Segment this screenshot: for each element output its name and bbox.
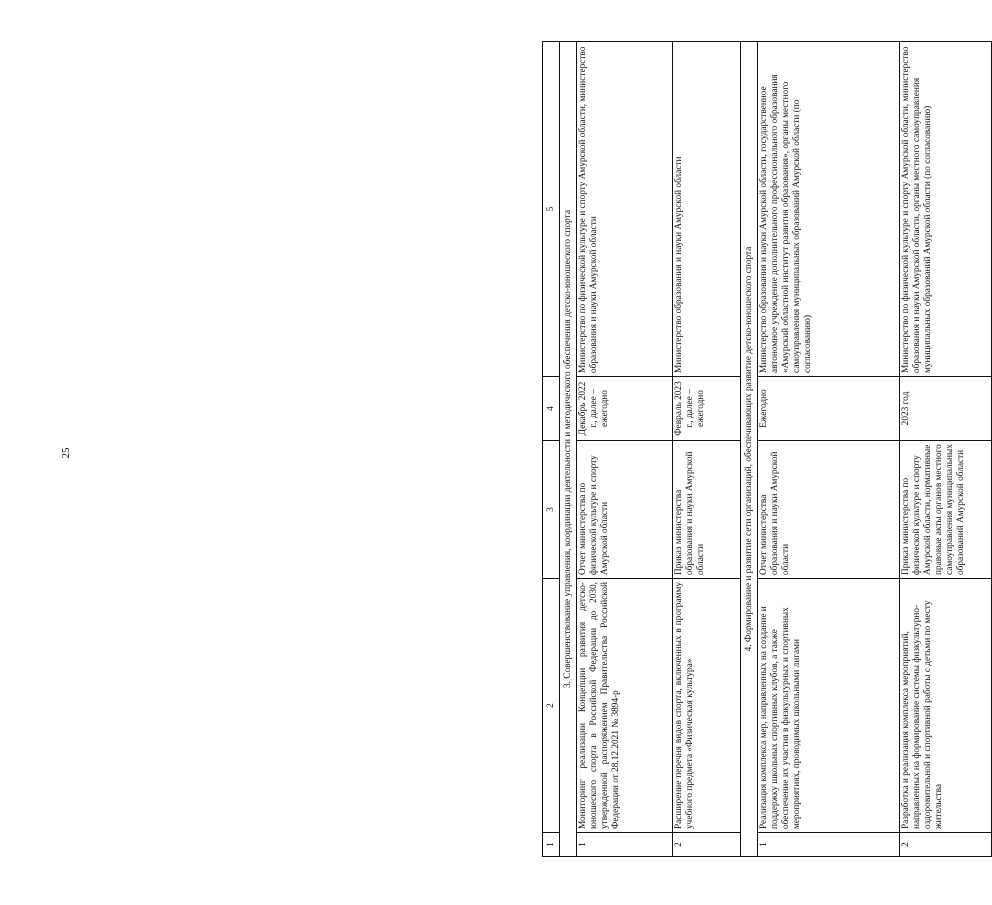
row-term: Декабрь 2022 г., далее – ежегодно <box>577 377 673 441</box>
row-executor: Министерство образования и науки Амурской области, государственное автономное учреждение дополнительного профессионального образования «Амурский областной институт развития образования», органы местного самоуправления муниципальных образований Амурской области (по согласованию) <box>758 42 900 377</box>
header-cell-event: 2 <box>543 579 560 833</box>
row-number: 2 <box>900 833 992 857</box>
row-executor: Министерство по физической культуре и спорту Амурской области, министерство образования и науки Амурской области, органы местного самоуправления муниципальных образований Амурской области (по согласованию) <box>900 42 992 377</box>
header-cell-result: 3 <box>543 441 560 579</box>
page-number: 25 <box>60 447 72 459</box>
header-row <box>543 42 560 857</box>
row-event: Расширение перечня видов спорта, включенных в программу учебного предмета «Физическая культура» <box>673 579 741 833</box>
section-row <box>560 42 577 857</box>
row-term: 2023 год <box>900 377 992 441</box>
row-result: Приказ министерства по физической культуре и спорту Амурской области, нормативные правовые акты органов местного самоуправления муниципальных образований Амурской области <box>900 441 992 579</box>
table-row <box>758 42 900 857</box>
row-result: Отчет министерства образования и науки Амурской области <box>758 441 900 579</box>
section-title: 4. Формирование и развитие сети организаций, обеспечивающих развитие детско-юношеского спорта <box>741 42 758 857</box>
row-event: Разработка и реализация комплекса мероприятий, направленных на формирование системы физкультурно-оздоровительной и спортивной работы с детьми по месту жительства <box>900 579 992 833</box>
row-number: 2 <box>673 833 741 857</box>
row-event: Мониторинг реализации Концепции развития детско-юношеского спорта в Российской Федерации до 2030, утвержденной распоряжением Правительства Российской Федерации от 28.12.2021 № 3894-р <box>577 579 673 833</box>
section-row <box>741 42 758 857</box>
table-row <box>577 42 673 857</box>
table-row <box>900 42 992 857</box>
row-event: Реализация комплекса мер, направленных на создание и поддержку школьных спортивных клубов, а также обеспечение их участия в физкультурных и спортивных мероприятиях, проводимых школьными лигами <box>758 579 900 833</box>
section-title: 3. Совершенствование управления, координации деятельности и методического обеспечения детско-юношеского спорта <box>560 42 577 857</box>
table-row <box>673 42 741 857</box>
measures-table <box>542 41 992 857</box>
row-executor: Министерство по физической культуре и спорту Амурской области, министерство образования и науки Амурской области <box>577 42 673 377</box>
row-result: Отчет министерства по физической культуре и спорту Амурской области <box>577 441 673 579</box>
header-cell-term: 4 <box>543 377 560 441</box>
rotated-table-wrapper <box>542 42 992 857</box>
header-cell-executor: 5 <box>543 42 560 377</box>
row-number: 1 <box>577 833 673 857</box>
row-number: 1 <box>758 833 900 857</box>
row-executor: Министерство образования и науки Амурской области <box>673 42 741 377</box>
row-term: Февраль 2023 г., далее – ежегодно <box>673 377 741 441</box>
header-cell-num: 1 <box>543 833 560 857</box>
row-term: Ежегодно <box>758 377 900 441</box>
row-result: Приказ министерства образования и науки Амурской области <box>673 441 741 579</box>
